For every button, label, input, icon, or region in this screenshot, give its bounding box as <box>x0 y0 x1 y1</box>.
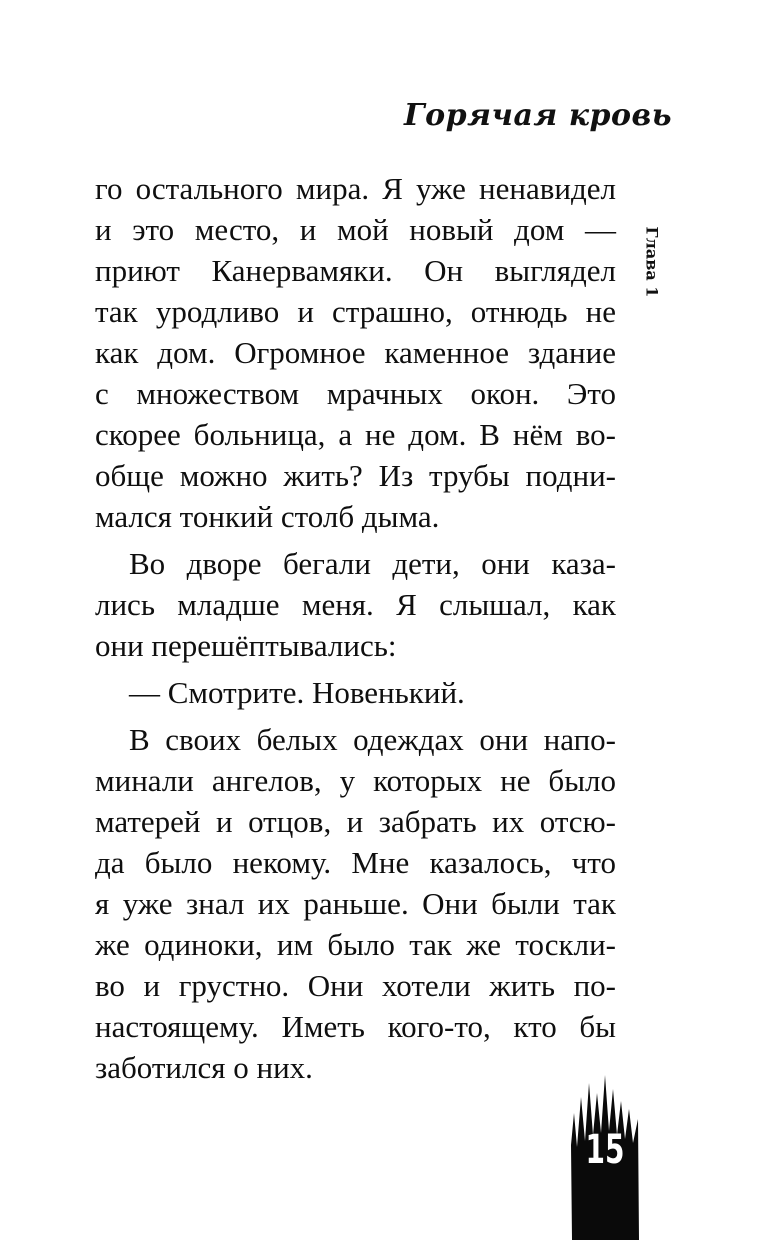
text-line: матерей и отцов, и забрать их отсю- <box>95 804 616 839</box>
text-line: они перешёптывались: <box>95 628 397 663</box>
text-line: заботился о них. <box>95 1050 313 1085</box>
chapter-marker <box>622 226 682 298</box>
text-line: во и грустно. Они хотели жить по- <box>95 968 616 1003</box>
text-line: обще можно жить? Из трубы подни- <box>95 458 616 493</box>
text-line: — Смотрите. Новенький. <box>129 675 465 710</box>
text-line: лись младше меня. Я слышал, как <box>95 587 616 622</box>
text-line: минали ангелов, у которых не было <box>95 763 616 798</box>
paragraph <box>95 168 616 537</box>
page-number-tab <box>568 1075 642 1240</box>
text-line: мался тонкий столб дыма. <box>95 499 440 534</box>
book-title: Горячая кровь <box>403 98 672 133</box>
text-line: В своих белых одеждах они напо- <box>129 722 616 757</box>
text-line: с множеством мрачных окон. Это <box>95 376 616 411</box>
paragraph <box>95 543 616 666</box>
paragraph <box>95 672 616 713</box>
text-line: я уже знал их раньше. Они были так <box>95 886 616 921</box>
text-line: так уродливо и страшно, отнюдь не <box>95 294 616 329</box>
text-line: же одиноки, им было так же тоскли- <box>95 927 616 962</box>
text-line: скорее больница, а не дом. В нём во- <box>95 417 616 452</box>
text-line: как дом. Огромное каменное здание <box>95 335 616 370</box>
page-body <box>95 168 616 1088</box>
text-line: го остального мира. Я уже ненавидел <box>95 171 616 206</box>
text-line: Во дворе бегали дети, они каза- <box>129 546 616 581</box>
text-line: да было некому. Мне казалось, что <box>95 845 616 880</box>
text-line: приют Канервамяки. Он выглядел <box>95 253 616 288</box>
paragraph <box>95 719 616 1088</box>
page-number: 15 <box>585 1127 625 1173</box>
text-line: настоящему. Иметь кого-то, кто бы <box>95 1009 616 1044</box>
text-line: и это место, и мой новый дом — <box>95 212 616 247</box>
chapter-label: Глава 1 <box>642 226 662 298</box>
